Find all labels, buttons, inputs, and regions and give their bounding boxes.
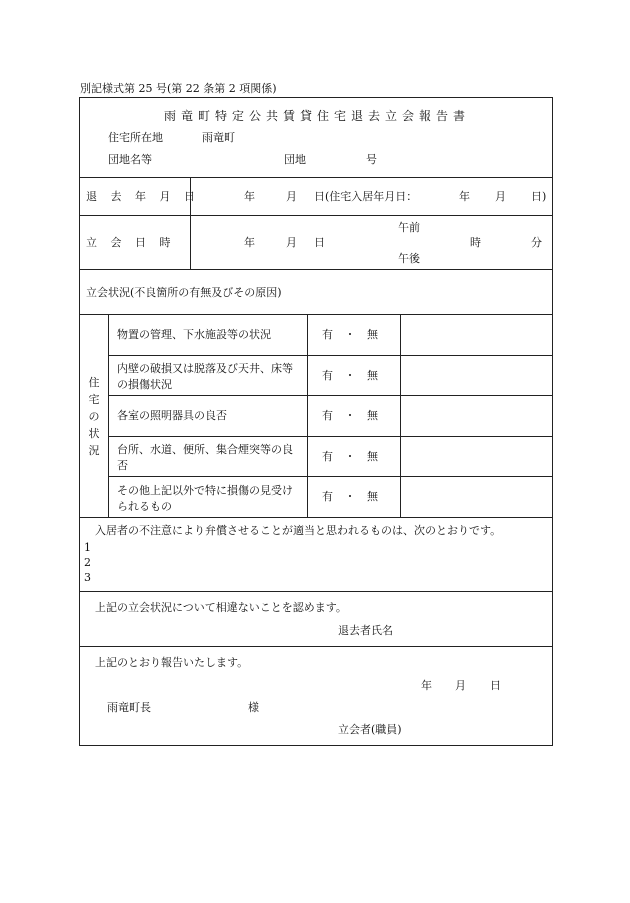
check-option: 有 ・ 無 [322,369,378,382]
compensation-text: 入居者の不注意により弁償させることが適当と思われるものは、次のとおりです。 [95,524,502,537]
row-divider [108,395,553,396]
move-in-year: 年 [459,190,470,203]
row-divider [79,177,553,178]
check-option: 有 ・ 無 [322,450,378,463]
inspection-month: 月 [286,236,297,249]
table-border-top [79,97,553,98]
check-option: 有 ・ 無 [322,490,378,503]
inspection-datetime-label: 立 会 日 時 [86,236,176,249]
row-divider [79,591,553,592]
move-in-prefix: 日(住宅入居年月日： [314,190,418,203]
row-divider [108,355,553,356]
compensation-item-number: 3 [84,571,91,584]
move-out-date-label: 退 去 年 月 日 [86,190,200,203]
row-divider [79,517,553,518]
address-label: 住宅所在地 [108,131,163,144]
am-option: 午前 [398,221,420,234]
column-divider [400,314,401,517]
check-option: 有 ・ 無 [322,409,378,422]
housing-label-char: 状 [88,427,100,440]
row-divider [79,314,553,315]
form-title: 雨竜町特定公共賃貸住宅退去立会報告書 [164,109,471,123]
complex-label: 団地名等 [108,153,152,166]
compensation-item-number: 1 [84,541,91,554]
inspection-year: 年 [244,236,255,249]
table-border-left [79,97,80,745]
move-out-month: 月 [286,190,297,203]
row-divider [79,269,553,270]
complex-unit-label: 団地 [284,153,306,166]
check-item: 各室の照明器具の良否 [117,409,227,422]
row-divider [79,215,553,216]
address-value: 雨竜町 [202,131,235,144]
row-divider [108,476,553,477]
housing-condition-label [87,374,101,459]
addressee: 雨竜町長 [107,701,151,714]
report-text: 上記のとおり報告いたします。 [95,656,249,669]
column-divider [307,314,308,517]
unit-number-label: 号 [366,153,377,166]
row-divider [108,436,553,437]
check-item: 台所、水道、便所、集合煙突等の良否 [117,443,293,472]
inspection-hour: 時 [470,236,481,249]
report-day: 日 [490,679,501,692]
check-item: 物置の管理、下水施設等の状況 [117,328,271,341]
form-number: 別記様式第 25 号(第 22 条第 2 項関係) [80,82,277,95]
report-year: 年 [421,679,432,692]
move-out-year: 年 [244,190,255,203]
column-divider [108,314,109,517]
table-border-bottom [79,745,553,746]
tenant-signature-label: 退去者氏名 [338,624,393,637]
check-item: 内壁の破損又は脱落及び天井、床等の損傷状況 [117,362,293,391]
check-option: 有 ・ 無 [322,328,378,341]
report-month: 月 [455,679,466,692]
housing-label-char: 住 [88,376,100,389]
compensation-item-number: 2 [84,556,91,569]
confirmation-text: 上記の立会状況について相違ないことを認めます。 [95,601,347,614]
inspection-day: 日 [314,236,325,249]
table-border-right [552,97,553,745]
move-in-day: 日) [531,190,547,203]
status-heading: 立会状況(不良箇所の有無及びその原因) [86,286,282,299]
check-item: その他上記以外で特に損傷の見受けられるもの [117,484,293,513]
honorific: 様 [248,701,259,714]
housing-label-char: の [88,410,100,423]
housing-label-char: 況 [88,444,100,457]
pm-option: 午後 [398,252,420,265]
official-signature-label: 立会者(職員) [338,723,402,736]
housing-label-char: 宅 [88,393,100,406]
inspection-minute: 分 [531,236,542,249]
row-divider [79,646,553,647]
move-in-month: 月 [495,190,506,203]
